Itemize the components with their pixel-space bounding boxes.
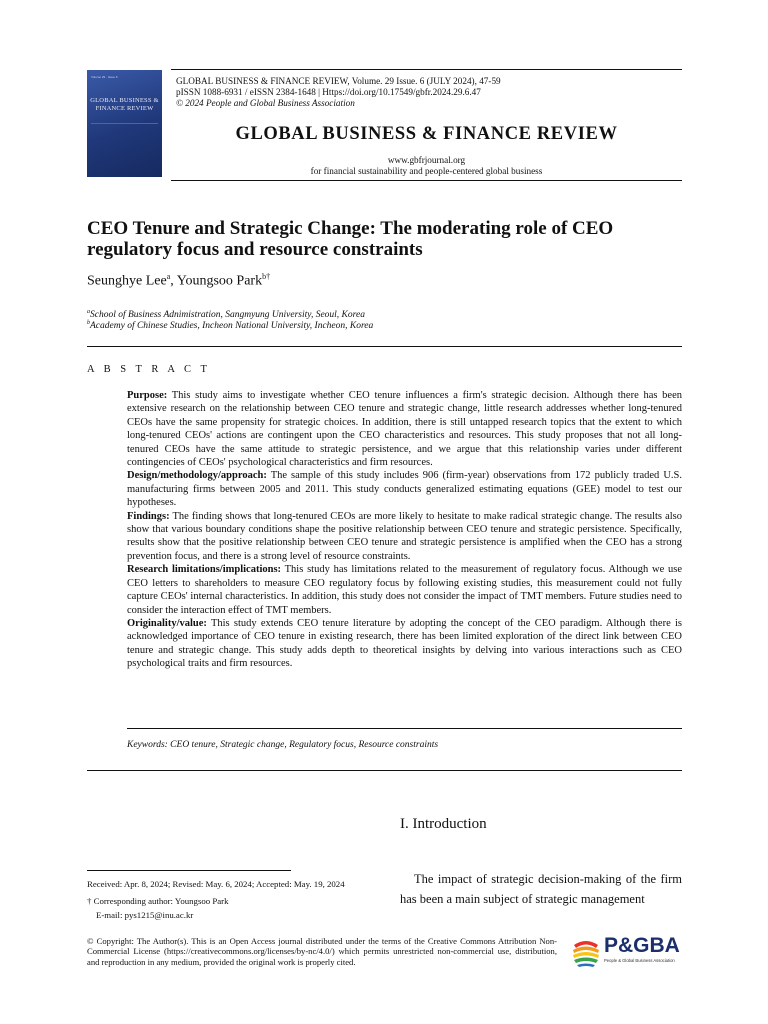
association-logo-text: P&GBA <box>604 934 680 957</box>
header-top-rule <box>171 69 682 70</box>
keywords: Keywords: CEO tenure, Strategic change, Regulatory focus, Resource constraints <box>127 740 439 750</box>
abstract-text: This study aims to investigate whether CEO tenure influences a firm's strategic decision. Although there has been extensive research on the relationship between CEO tenure and strategic change, little research addresses whether long-tenured CEOs have the same propensity for strategic choices. In addition, there is still untapped research topics that the extent to which long-tenured CEOs' actions are contingent upon the CEO characteristics and resources. This study proposes that not all long-tenured CEOs have the same attitude to strategic persistence, and we argue that this relationship varies under different contingencies of CEOs' psychological characteristics and firm resources. <box>127 390 682 469</box>
abstract-text: This study extends CEO tenure literature by adopting the concept of the CEO paradigm. Although there is acknowledged importance of CEO tenure in existing research, there has been limited exploration of the direct link between CEO tenure and strategic change. This study adds depth to theoretical insights by delving into various interactions such as CEO psychological traits and firm resources. <box>127 617 682 670</box>
logo-stripe <box>574 958 598 964</box>
abstract-body <box>127 389 682 671</box>
abstract-heading: A B S T R A C T <box>87 364 211 375</box>
journal-cover-image <box>87 70 162 177</box>
cover-small-text: Volume 29 · Issue 6 <box>91 75 118 79</box>
author-affiliation-marker: a <box>166 272 171 281</box>
abstract-label: Design/methodology/approach: <box>127 470 267 482</box>
abstract-text: This study has limitations related to the measurement of regulatory focus. Although we use CEO letters to shareholders to measure CEO regulatory focus by following existing studies, this measurement could not fully capture CEOs' internal characteristics. In addition, this study does not consider the impact of TMT members. Future studies need to consider the interaction effect of TMT members. <box>127 564 682 616</box>
journal-tagline: for financial sustainability and people-centered global business <box>310 166 543 176</box>
journal-url-link[interactable]: www.gbfrjournal.org <box>387 155 466 165</box>
citation-line: GLOBAL BUSINESS & FINANCE REVIEW, Volume. 29 Issue. 6 (JULY 2024), 47-59 <box>176 76 501 86</box>
affiliation-b <box>87 320 373 331</box>
section-heading-introduction: I. Introduction <box>400 816 487 832</box>
author-list <box>87 272 270 290</box>
affiliation-text: School of Business Adnimistration, Sangmyung University, Seoul, Korea <box>90 310 365 321</box>
affiliation-text: Academy of Chinese Studies, Incheon National University, Incheon, Korea <box>90 321 374 332</box>
abstract-purpose <box>127 389 682 469</box>
author-affiliation-marker: b† <box>262 272 271 281</box>
abstract-label: Purpose: <box>127 390 168 401</box>
received-dates: Received: Apr. 8, 2024; Revised: May. 6, 2024; Accepted: May. 19, 2024 <box>87 879 345 889</box>
author-name: Youngsoo Park <box>176 273 263 289</box>
section-divider <box>87 346 682 347</box>
header-bottom-rule <box>171 180 682 181</box>
affiliation-marker: a <box>87 309 90 315</box>
author-email[interactable]: E-mail: pys1215@inu.ac.kr <box>96 910 194 920</box>
affiliation-a <box>87 309 365 320</box>
journal-title: GLOBAL BUSINESS & FINANCE REVIEW <box>235 124 618 144</box>
association-logo-subtitle: People & Global Business Association <box>604 958 675 963</box>
section-divider <box>87 770 682 771</box>
abstract-divider <box>127 728 682 729</box>
abstract-text: The sample of this study includes 906 (firm-year) observations from 172 publicly traded U.S. manufacturing firms between 2005 and 2011. This study conducts generalized estimating equations (GEE) model to test our hypotheses. <box>127 470 682 509</box>
introduction-paragraph: The impact of strategic decision-making of the firm has been a main subject of strategic management <box>400 872 682 906</box>
copyright-line: © 2024 People and Global Business Association <box>176 98 355 108</box>
abstract-originality <box>127 617 682 671</box>
abstract-limitations <box>127 563 682 617</box>
logo-stripe <box>577 964 595 968</box>
issn-doi-line: pISSN 1088-6931 / eISSN 2384-1648 | Https://doi.org/10.17549/gbfr.2024.29.6.47 <box>176 87 481 97</box>
abstract-label: Originality/value: <box>127 617 207 629</box>
affiliation-marker: b <box>87 320 90 326</box>
abstract-label: Findings: <box>127 510 170 522</box>
association-logo-icon <box>570 936 602 968</box>
paper-title: CEO Tenure and Strategic Change: The moderating role of CEO regulatory focus and resource constraints <box>87 218 614 260</box>
abstract-design <box>127 469 682 509</box>
author-separator: , <box>170 273 177 289</box>
cover-title: GLOBAL BUSINESS & FINANCE REVIEW <box>90 97 159 112</box>
author-name: Seunghye Lee <box>87 273 167 289</box>
abstract-text: The finding shows that long-tenured CEOs are more likely to hesitate to make radical strategic change. The results also show that various boundary conditions shape the positive relationship between CEO tenure and strategic persistence. Specifically, results show that the positive relationship between CEO tenure and strategic persistence is amplified when the CEO has a strong prevention focus, and there is a strong level of resource constraints. <box>127 510 682 562</box>
abstract-findings <box>127 510 682 564</box>
abstract-label: Research limitations/implications: <box>127 564 282 576</box>
logo-stripe <box>573 952 599 958</box>
footnote-rule <box>87 870 291 871</box>
license-notice: © Copyright: The Author(s). This is an Open Access journal distributed under the terms of the Creative Commons Attribution Non-Commercial License (https://creativecommons.org/licenses/by-nc/4.0/) which permits unrestricted non-commercial use, distribution, and reproduction in any medium, provided the original work is properly cited. <box>87 936 557 967</box>
cover-accent-bar <box>91 123 158 124</box>
corresponding-author: † Corresponding author: Youngsoo Park <box>87 896 229 906</box>
